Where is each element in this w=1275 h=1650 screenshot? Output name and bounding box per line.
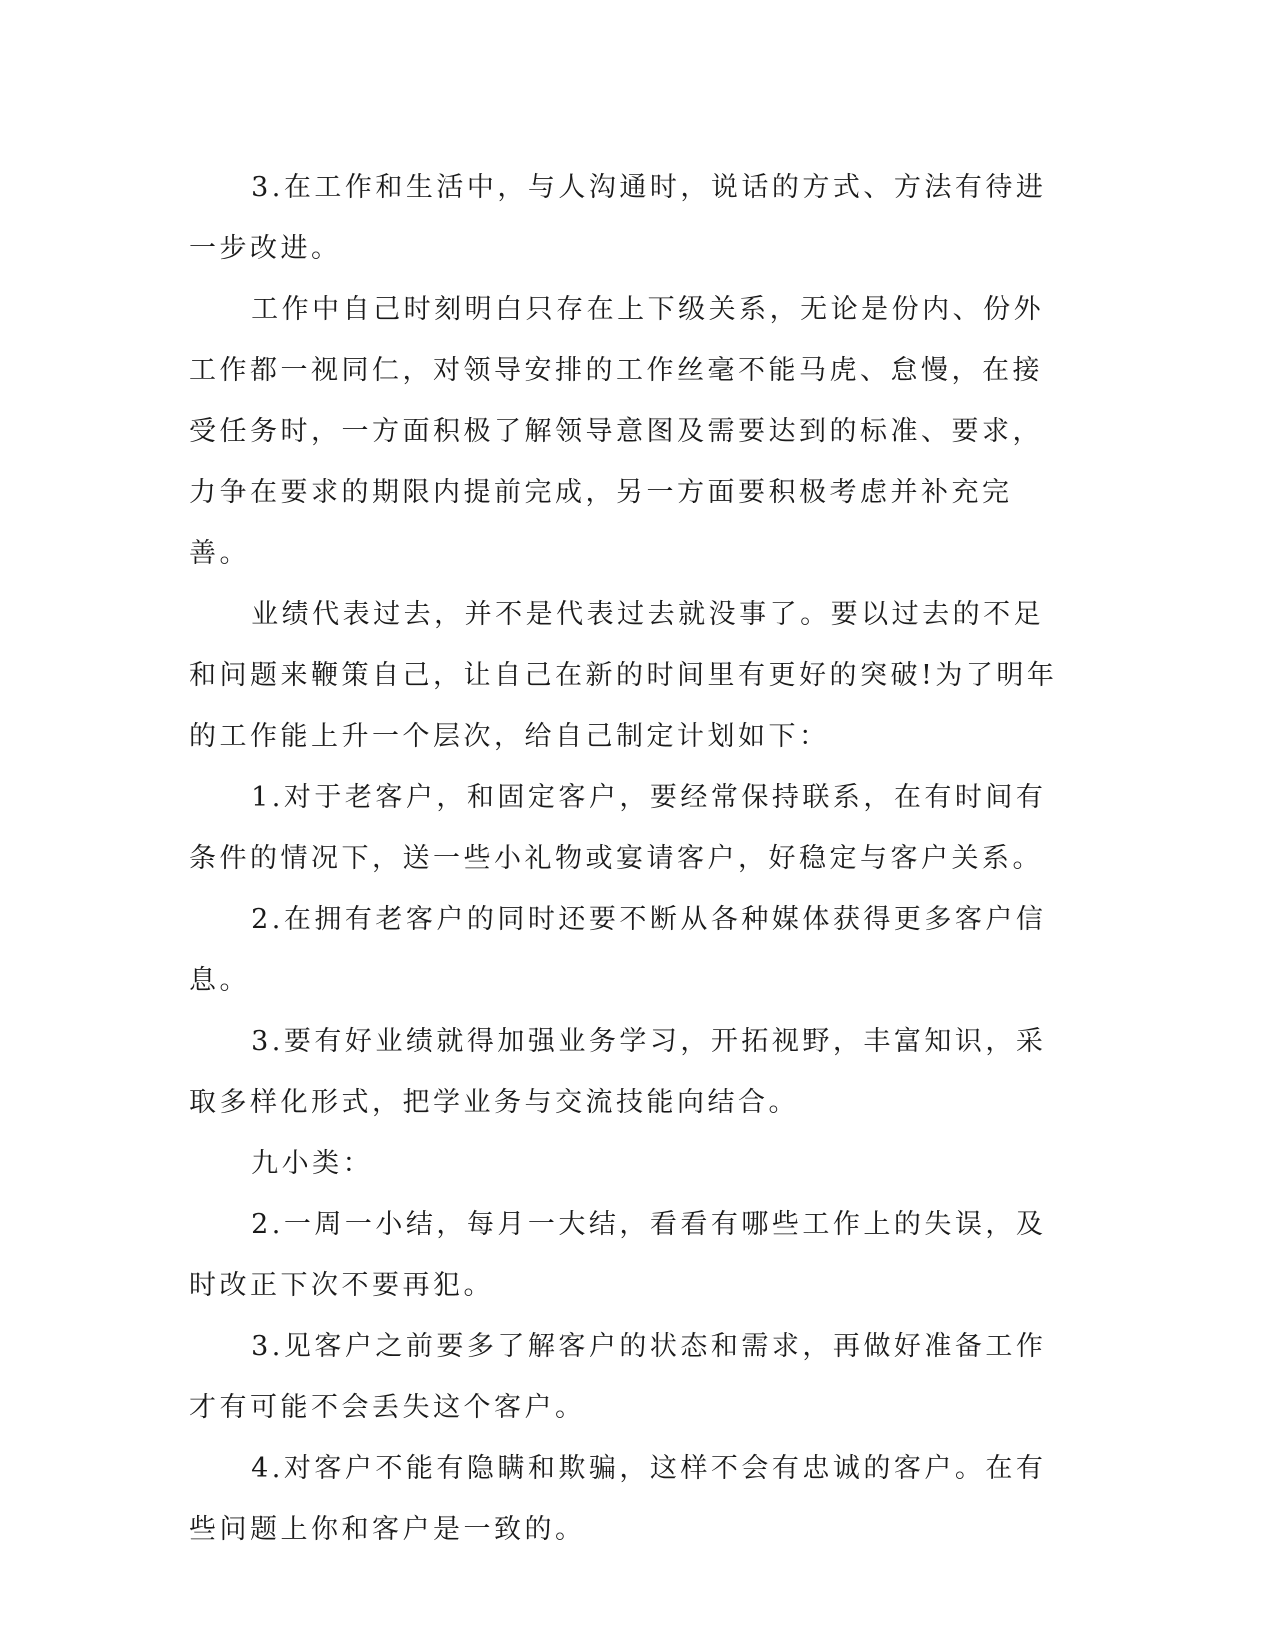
section-heading: 九小类： xyxy=(251,1148,374,1179)
paragraph-section-item-4: 4.对客户不能有隐瞒和欺骗，这样不会有忠诚的客户。在有些问题上你和客户是一致的。 xyxy=(189,1453,1047,1545)
document-body xyxy=(189,157,1069,1560)
paragraph-communication: 3.在工作和生活中，与人沟通时，说话的方式、方法有待进一步改进。 xyxy=(189,172,1047,264)
paragraph-work-attitude: 工作中自己时刻明白只存在上下级关系，无论是份内、份外工作都一视同仁，对领导安排的工作丝毫不能马虎、怠慢，在接受任务时，一方面积极了解领导意图及需要达到的标准、要求，力争在要求的期限内提前完成，另一方面要积极考虑并补充完善。 xyxy=(189,294,1045,569)
paragraph-section-item-3: 3.见客户之前要多了解客户的状态和需求，再做好准备工作才有可能不会丢失这个客户。 xyxy=(189,1331,1047,1423)
paragraph-plan-item-1: 1.对于老客户，和固定客户，要经常保持联系，在有时间有条件的情况下，送一些小礼物或宴请客户，好稳定与客户关系。 xyxy=(189,782,1047,874)
paragraph-section-item-2: 2.一周一小结，每月一大结，看看有哪些工作上的失误，及时改正下次不要再犯。 xyxy=(189,1209,1047,1301)
paragraph-plan-item-3: 3.要有好业绩就得加强业务学习，开拓视野，丰富知识，采取多样化形式，把学业务与交流技能向结合。 xyxy=(189,1026,1047,1118)
paragraph-plan-item-2: 2.在拥有老客户的同时还要不断从各种媒体获得更多客户信息。 xyxy=(189,904,1047,996)
paragraph-performance: 业绩代表过去，并不是代表过去就没事了。要以过去的不足和问题来鞭策自己，让自己在新的时间里有更好的突破!为了明年的工作能上升一个层次，给自己制定计划如下： xyxy=(189,599,1058,752)
